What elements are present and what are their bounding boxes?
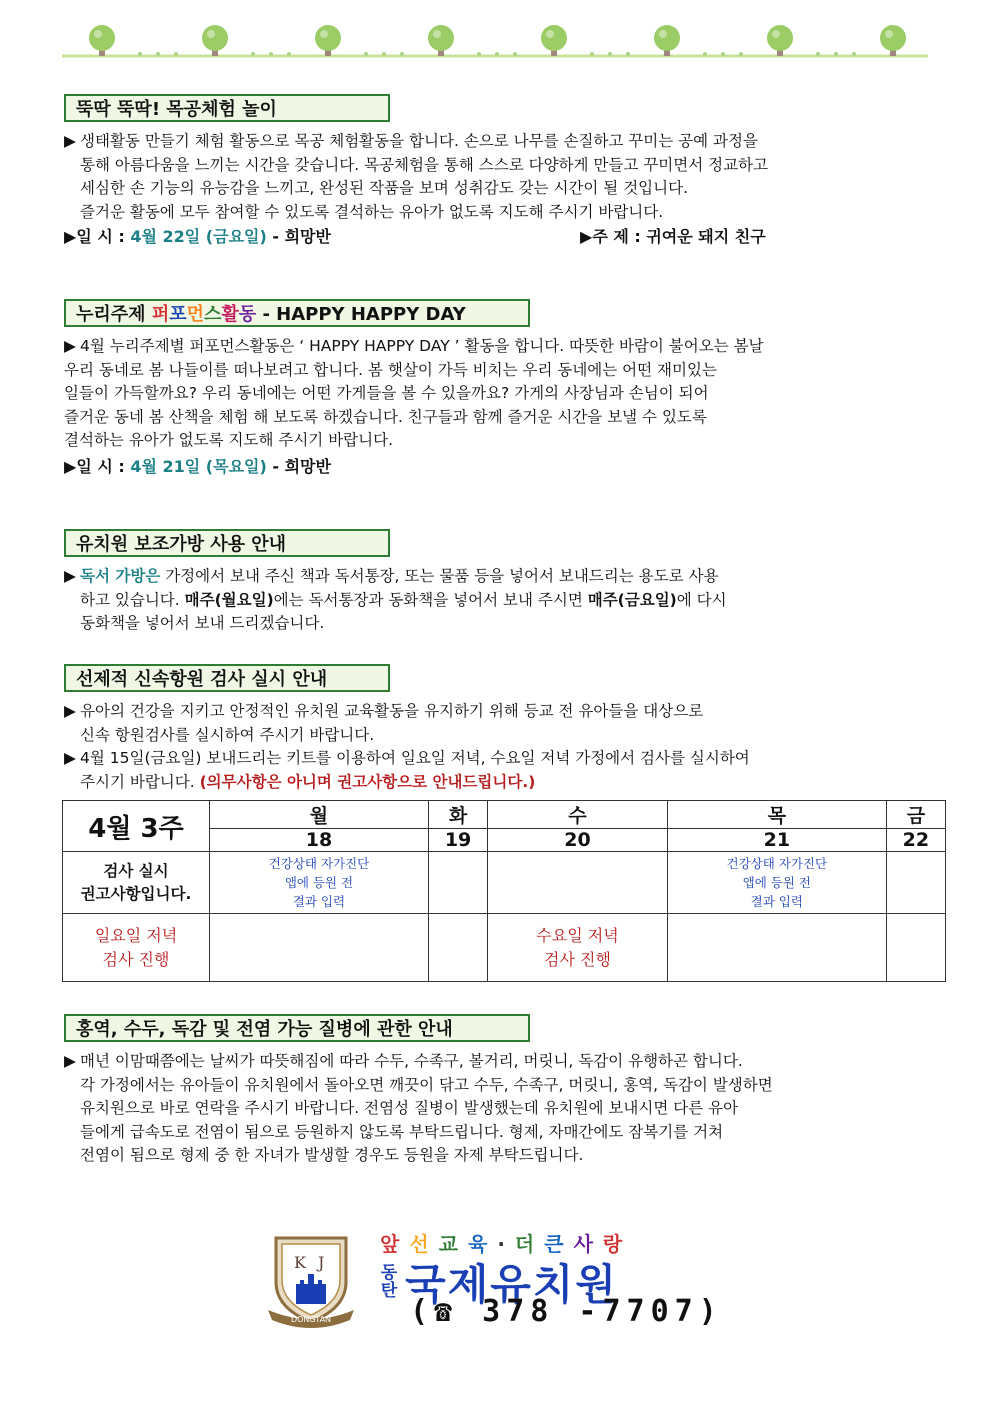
grass-dot <box>721 52 725 56</box>
date-tue: 19 <box>428 829 487 852</box>
date-thu: 21 <box>667 829 886 852</box>
grass-dot <box>739 52 743 56</box>
day-tue: 화 <box>428 801 487 829</box>
section-title-woodwork: 뚝딱 뚝딱! 목공체험 놀이 <box>64 94 390 122</box>
grass-dot <box>852 52 856 56</box>
day-fri: 금 <box>886 801 945 829</box>
performance-schedule: ▶일 시 : 4월 21일 (목요일) - 희망반 <box>64 457 331 476</box>
disease-description: ▶ 매년 이맘때쯤에는 날씨가 따뜻해짐에 따라 수두, 수족구, 볼거리, 머릿니, 독감이 유행하곤 합니다. 각 가정에서는 유아들이 유치원에서 돌아오면 깨끗이 닦고 수두, 수족구, 머릿니, 홍역, 독감이 발생하면 유치원으로 바로 연락을 주시기 바랍니다. 전염성 질병이 발생했는데 유치원에 보내시면 다른 유아 들에게 급속도로 전염이 됨으로 등원하지 않도록 부탁드립니다. 형제, 자매간에도 잠복기를 거쳐 전염이 됨으로 형제 중 한 자녀가 발생할 경우도 등원을 자제 부탁드립니다. <box>64 1052 773 1164</box>
tree-decoration <box>89 25 115 51</box>
empty-cell <box>210 914 429 982</box>
week-label: 4월 3주 <box>63 801 210 852</box>
grass-dot <box>400 52 404 56</box>
performance-title-char: 동 <box>238 304 257 325</box>
tree-decoration <box>202 25 228 51</box>
woodwork-schedule: ▶일 시 : 4월 22일 (금요일) - 희망반 <box>64 227 331 246</box>
date-fri: 22 <box>886 829 945 852</box>
tree-decoration <box>541 25 567 51</box>
section-title-disease: 홍역, 수두, 독감 및 전염 가능 질병에 관한 안내 <box>64 1014 530 1042</box>
section-title-performance: 누리주제 퍼포먼스활동 - HAPPY HAPPY DAY <box>64 299 530 327</box>
performance-title-char: 포 <box>169 304 187 325</box>
tree-decoration <box>880 25 906 51</box>
date-mon: 18 <box>210 829 429 852</box>
slogan-char: 선 <box>409 1232 439 1256</box>
tree-decoration <box>654 25 680 51</box>
grass-dot <box>287 52 291 56</box>
phone-number: (☎ 378 -7707) <box>410 1294 723 1329</box>
grass-dot <box>251 52 255 56</box>
logo-letter-j: J <box>318 1253 325 1272</box>
logo-letter-k: K <box>294 1253 306 1272</box>
grass-dot <box>626 52 630 56</box>
slogan-char: 육 <box>467 1232 498 1256</box>
decorative-tree-border <box>62 22 928 62</box>
grass-dot <box>834 52 838 56</box>
performance-title-char: 퍼 <box>151 304 170 325</box>
grass-dot <box>156 52 160 56</box>
tree-decoration <box>315 25 341 51</box>
grass-dot <box>269 52 273 56</box>
day-thu: 목 <box>667 801 886 829</box>
performance-description: ▶ 4월 누리주제별 퍼포먼스활동은 ‘ HAPPY HAPPY DAY ’ 활동을 합니다. 따뜻한 바람이 불어오는 봄날 우리 동네로 봄 나들이를 떠나보려고 합니다. 봄 햇살이 가득 비치는 우리 동네에는 어떤 재미있는 일들이 가득할까요? 우리 동네에는 어떤 가게들을 볼 수 있을까요? 가게의 사장님과 손님이 되어 즐거운 동네 봄 산책을 체험 해 보도록 하겠습니다. 친구들과 함께 즐거운 시간을 보낼 수 있도록 결석하는 유아가 없도록 지도해 주시기 바랍니다. <box>64 337 764 449</box>
rapid-test-schedule-table <box>62 800 946 982</box>
date-wed: 20 <box>488 829 668 852</box>
sunday-test-note: 일요일 저녁 검사 진행 <box>63 914 210 982</box>
empty-cell <box>886 914 945 982</box>
tree-decoration <box>94 30 102 38</box>
kindergarten-title: 국제유치원 <box>405 1260 618 1309</box>
tree-decoration <box>428 25 454 51</box>
slogan-char: 앞 <box>380 1232 410 1256</box>
performance-title-char: 활 <box>221 304 239 325</box>
day-mon: 월 <box>210 801 429 829</box>
empty-cell <box>886 852 945 914</box>
tree-decoration <box>772 30 780 38</box>
empty-cell <box>428 852 487 914</box>
slogan-char: 교 <box>438 1232 468 1256</box>
recommendation-label: 검사 실시 권고사항입니다. <box>63 852 210 914</box>
rapid-test-description: ▶ 유아의 건강을 지키고 안정적인 유치원 교육활동을 유지하기 위해 등교 전 유아들을 대상으로 신속 항원검사를 실시하여 주시기 바랍니다. ▶ 4월 15일(금요일) 보내드리는 키트를 이용하여 일요일 저녁, 수요일 저녁 가정에서 검사를 실시하여 주시기 바랍니다. (의무사항은 아니며 권고사항으로 안내드립니다.) <box>64 702 750 791</box>
grass-dot <box>816 52 820 56</box>
slogan-char: 사 <box>573 1232 603 1256</box>
grass-dot <box>495 52 499 56</box>
empty-cell <box>428 914 487 982</box>
logo-ribbon-text: DONGTAN <box>290 1315 332 1324</box>
empty-cell <box>488 852 668 914</box>
grass-dot <box>513 52 517 56</box>
wednesday-test-note: 수요일 저녁 검사 진행 <box>488 914 668 982</box>
bag-description: ▶ 독서 가방은 가정에서 보내 주신 책과 독서통장, 또는 물품 등을 넣어서 보내드리는 용도로 사용 하고 있습니다. 매주(월요일)에는 독서통장과 동화책을 넣어서 보내 주시면 매주(금요일)에 다시 동화책을 넣어서 보내 드리겠습니다. <box>64 567 727 632</box>
kindergarten-logo <box>262 1230 360 1332</box>
grass-dot <box>138 52 142 56</box>
slogan-char: 더 <box>514 1232 545 1256</box>
grass-dot <box>703 52 707 56</box>
grass-dot <box>608 52 612 56</box>
section-title-bag: 유치원 보조가방 사용 안내 <box>64 529 390 557</box>
slogan-char: 큰 <box>544 1232 574 1256</box>
tree-decoration <box>885 30 893 38</box>
self-check-note-thu: 건강상태 자가진단 앱에 등원 전 결과 입력 <box>667 852 886 914</box>
slogan-char: 랑 <box>602 1232 633 1256</box>
grass-dot <box>382 52 386 56</box>
tree-decoration <box>546 30 554 38</box>
performance-title-char: 스 <box>204 304 222 325</box>
grass-dot <box>174 52 178 56</box>
woodwork-theme: ▶주 제 : 귀여운 돼지 친구 <box>580 227 766 246</box>
tree-decoration <box>659 30 667 38</box>
tree-decoration <box>433 30 441 38</box>
grass-dot <box>590 52 594 56</box>
empty-cell <box>667 914 886 982</box>
tree-decoration <box>320 30 328 38</box>
day-wed: 수 <box>488 801 668 829</box>
grass-dot <box>477 52 481 56</box>
slogan-char: · <box>497 1232 515 1256</box>
woodwork-description: ▶ 생태활동 만들기 체험 활동으로 목공 체험활동을 합니다. 손으로 나무를 손질하고 꾸미는 공예 과정을 통해 아름다움을 느끼는 시간을 갖습니다. 목공체험을 통해 스스로 다양하게 만들고 꾸미면서 정교하고 세심한 손 기능의 유능감을 느끼고, 완성된 작품을 보며 성취감도 갖는 시간이 될 것입니다. 즐거운 활동에 모두 참여할 수 있도록 결석하는 유아가 없도록 지도해 주시기 바랍니다. <box>64 132 768 221</box>
region-label: 동 탄 <box>380 1263 398 1301</box>
performance-colored-text <box>152 304 256 325</box>
tree-decoration <box>207 30 215 38</box>
grass-dot <box>364 52 368 56</box>
section-title-rapid-test: 선제적 신속항원 검사 실시 안내 <box>64 664 390 692</box>
tree-decoration <box>767 25 793 51</box>
self-check-note-mon: 건강상태 자가진단 앱에 등원 전 결과 입력 <box>210 852 429 914</box>
performance-title-char: 먼 <box>186 304 204 325</box>
